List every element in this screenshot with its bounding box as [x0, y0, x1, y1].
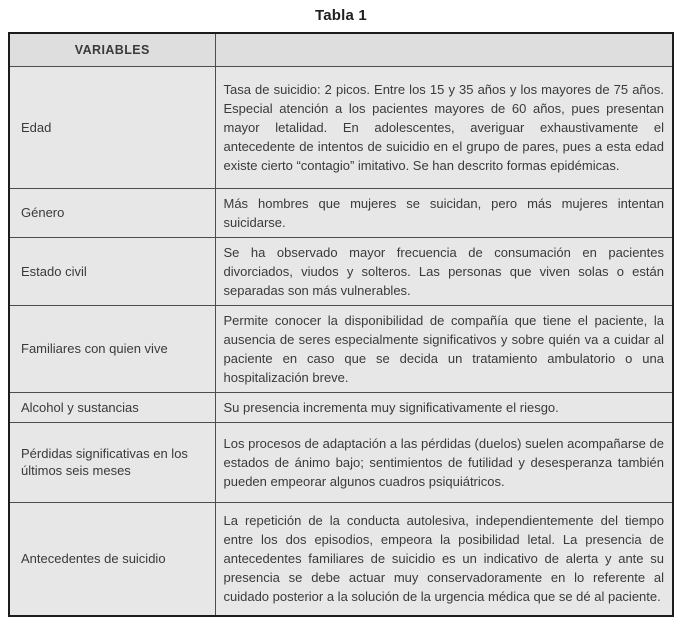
description-cell: Su presencia incrementa muy significativamente el riesgo.: [215, 392, 673, 422]
table-header-row: [9, 33, 673, 66]
variable-cell: Edad: [9, 66, 215, 188]
variable-cell: Alcohol y sustancias: [9, 392, 215, 422]
table-row: [9, 502, 673, 616]
variables-table: [8, 32, 674, 617]
variables-header-cell: VARIABLES: [9, 33, 215, 66]
description-cell: Permite conocer la disponibilidad de compañía que tiene el paciente, la ausencia de seres especialmente significativos y sobre quién va a cuidar al paciente en caso que se decida un tratamiento ambulatorio o una hospitalización breve.: [215, 305, 673, 392]
table-row: [9, 422, 673, 502]
variable-cell: Estado civil: [9, 237, 215, 305]
table-title: Tabla 1: [315, 7, 367, 24]
variable-cell: Antecedentes de suicidio: [9, 502, 215, 616]
description-cell: Los procesos de adaptación a las pérdidas (duelos) suelen acompañarse de estados de ánimo bajo; sentimientos de futilidad y desesperanza también pueden empeorar algunos cuadros psiquiátricos.: [215, 422, 673, 502]
variable-cell: Género: [9, 188, 215, 237]
variable-cell: Pérdidas significativas en los últimos seis meses: [9, 422, 215, 502]
table-row: [9, 305, 673, 392]
table-row: [9, 66, 673, 188]
table-row: [9, 188, 673, 237]
description-header-cell: [215, 33, 673, 66]
description-cell: La repetición de la conducta autolesiva, independientemente del tiempo entre los dos episodios, empeora la posibilidad letal. La presencia de antecedentes familiares de suicidio es un indicativo de alerta y ante su presencia se debe actuar muy conservadoramente en lo referente al cuidado posterior a la solución de la urgencia médica que se dé al paciente.: [215, 502, 673, 616]
description-cell: Tasa de suicidio: 2 picos. Entre los 15 y 35 años y los mayores de 75 años. Especial atención a los pacientes mayores de 60 años, pues presentan mayor letalidad. En adolescentes, averiguar exhaustivamente el antecedente de intentos de suicidio en el grupo de pares, pues a esta edad existe cierto “contagio” imitativo. Se han descrito formas epidémicas.: [215, 66, 673, 188]
variable-cell: Familiares con quien vive: [9, 305, 215, 392]
description-cell: Se ha observado mayor frecuencia de consumación en pacientes divorciados, viudos y solteros. Las personas que viven solas o están separadas son más vulnerables.: [215, 237, 673, 305]
table-row: [9, 237, 673, 305]
description-cell: Más hombres que mujeres se suicidan, pero más mujeres intentan suicidarse.: [215, 188, 673, 237]
table-row: [9, 392, 673, 422]
